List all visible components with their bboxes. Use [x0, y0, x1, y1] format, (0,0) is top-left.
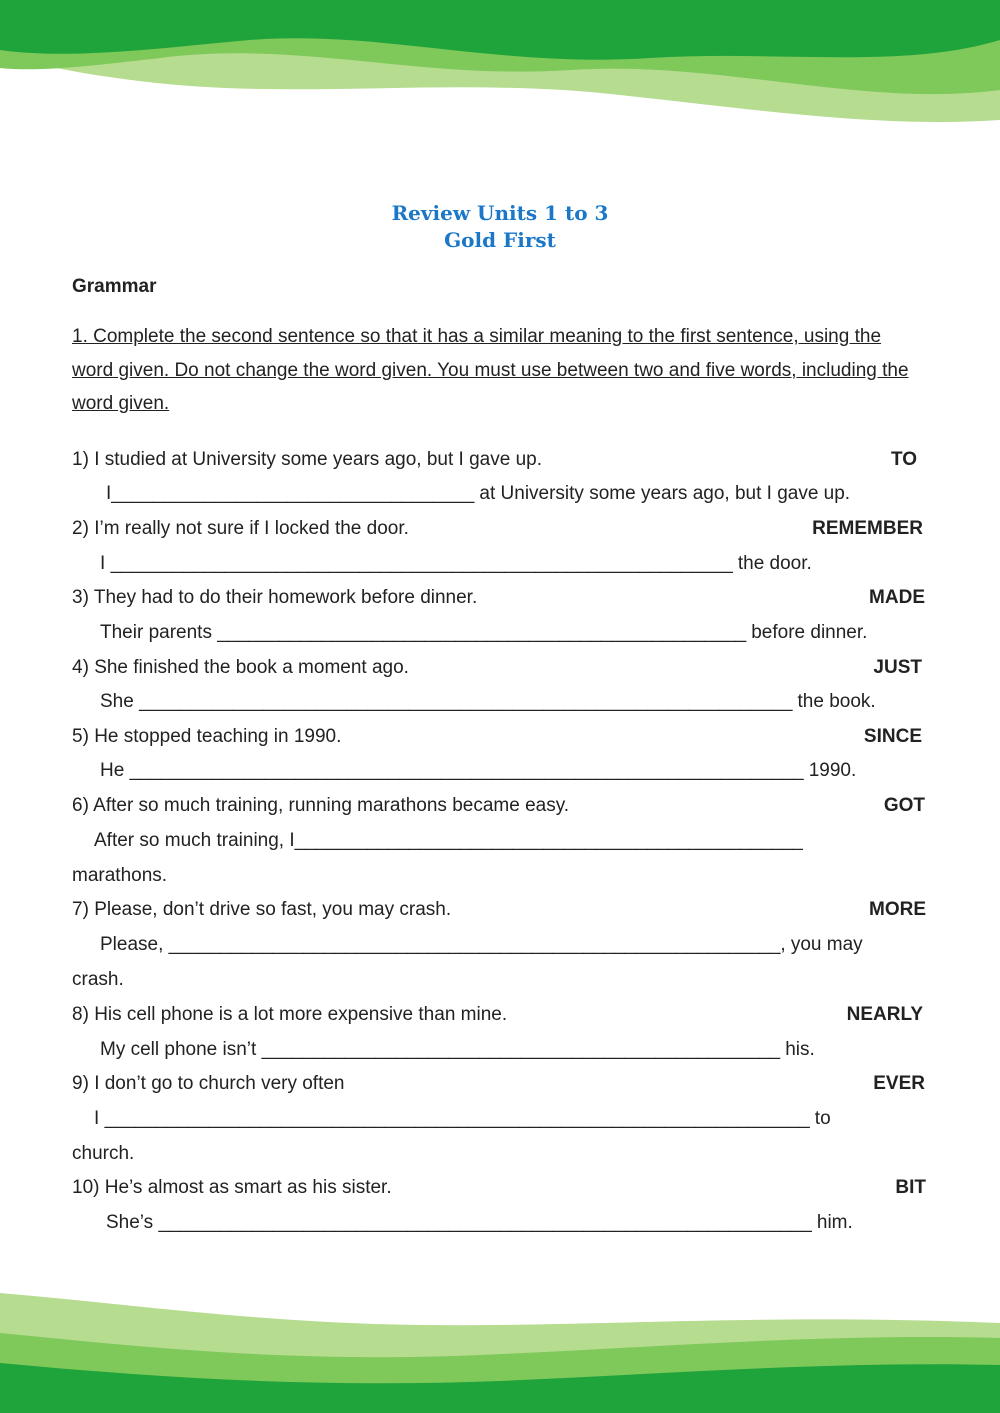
section-heading: Grammar — [72, 276, 157, 297]
question-3: 3) They had to do their homework before dinner. — [72, 587, 478, 608]
answer-blank: _________________________________________________________________ — [129, 760, 804, 781]
answer-line-2[interactable]: I ____________________________________________________________ the door. — [100, 553, 812, 574]
answer-line-7[interactable]: Please, ___________________________________________________________, you may — [100, 934, 863, 955]
keyword-8: NEARLY — [846, 1004, 923, 1025]
answer-blank: ___________________________________________________________ — [168, 934, 781, 955]
answer-blank: __________________________________________________ — [261, 1039, 780, 1060]
keyword-2: REMEMBER — [812, 518, 923, 539]
answer-blank: ___________________________________________________ — [217, 622, 746, 643]
answer-blank: _______________________________________________________________ — [139, 691, 793, 712]
keyword-1: TO — [890, 449, 917, 470]
question-6: 6) After so much training, running marathons became easy. — [72, 795, 570, 816]
answer-blank: ___________________________________ — [111, 483, 475, 504]
keyword-7: MORE — [869, 899, 926, 920]
keyword-3: MADE — [869, 587, 925, 608]
answer-line-6[interactable]: After so much training, I_________________________________________________ — [94, 830, 803, 851]
answer-line-5[interactable]: He _________________________________________________________________ 1990. — [100, 760, 857, 781]
worksheet-subtitle: Gold First — [444, 228, 556, 252]
answer-blank: ____________________________________________________________ — [110, 553, 733, 574]
answer-line-8[interactable]: My cell phone isn’t __________________________________________________ his. — [100, 1039, 815, 1060]
header-wave-decoration — [0, 0, 1000, 140]
question-2: 2) I’m really not sure if I locked the door. — [72, 518, 409, 539]
question-9: 9) I don’t go to church very often — [72, 1073, 345, 1094]
keyword-10: BIT — [895, 1177, 926, 1198]
answer-blank: ____________________________________________________________________ — [104, 1108, 810, 1129]
worksheet-title: Review Units 1 to 3 — [391, 201, 609, 225]
answer-line-9[interactable]: I ____________________________________________________________________ to — [94, 1108, 831, 1129]
answer-blank: _______________________________________________________________ — [158, 1212, 812, 1233]
footer-wave-decoration — [0, 1293, 1000, 1413]
question-7: 7) Please, don’t drive so fast, you may crash. — [72, 899, 452, 920]
answer-continuation-7: crash. — [72, 969, 124, 990]
keyword-4: JUST — [873, 657, 922, 678]
exercise-instructions: 1. Complete the second sentence so that it has a similar meaning to the first sentence, using the word given. Do not change the word given. You must use between two and five words, including the word given. — [72, 326, 909, 414]
answer-line-4[interactable]: She _______________________________________________________________ the book. — [100, 691, 876, 712]
question-4: 4) She finished the book a moment ago. — [72, 657, 409, 678]
answer-line-1[interactable]: I___________________________________ at University some years ago, but I gave up. — [106, 483, 851, 504]
question-5: 5) He stopped teaching in 1990. — [72, 726, 342, 747]
keyword-9: EVER — [873, 1073, 925, 1094]
keyword-5: SINCE — [863, 726, 922, 747]
keyword-6: GOT — [883, 795, 925, 816]
answer-continuation-6: marathons. — [72, 865, 168, 886]
answer-line-3[interactable]: Their parents ___________________________________________________ before dinner. — [100, 622, 868, 643]
answer-continuation-9: church. — [72, 1143, 135, 1164]
question-8: 8) His cell phone is a lot more expensive than mine. — [72, 1004, 508, 1025]
question-1: 1) I studied at University some years ago, but I gave up. — [72, 449, 542, 470]
answer-line-10[interactable]: She’s _______________________________________________________________ him. — [106, 1212, 853, 1233]
question-10: 10) He’s almost as smart as his sister. — [72, 1177, 392, 1198]
answer-blank: _________________________________________________ — [294, 830, 803, 851]
